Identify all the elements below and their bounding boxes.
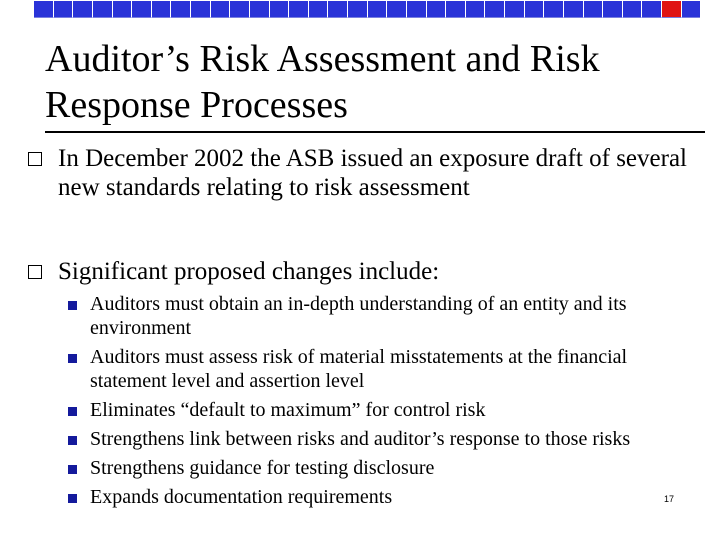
bar-square: [524, 0, 544, 18]
bar-square-accent: [661, 0, 681, 18]
bar-square: [347, 0, 367, 18]
bar-square: [92, 0, 112, 18]
bar-square: [229, 0, 249, 18]
bar-square: [583, 0, 603, 18]
sub-bullet-text: Auditors must obtain an in-depth understanding of an entity and its environment: [90, 293, 627, 339]
bar-square: [367, 0, 387, 18]
sub-bullet-list: [68, 292, 688, 514]
bar-square: [151, 0, 171, 18]
bullet-item: [28, 144, 688, 202]
hollow-square-bullet-icon: [28, 152, 42, 166]
slide-title: Auditor’s Risk Assessment and Risk Response Processes: [45, 38, 600, 126]
sub-bullet-item: [68, 292, 688, 340]
hollow-square-bullet-icon: [28, 265, 42, 279]
bar-square: [327, 0, 347, 18]
filled-square-bullet-icon: [68, 436, 77, 445]
filled-square-bullet-icon: [68, 407, 77, 416]
bar-square: [210, 0, 230, 18]
bar-square: [34, 0, 53, 18]
bar-square: [288, 0, 308, 18]
sub-bullet-item: [68, 485, 688, 509]
bar-square: [190, 0, 210, 18]
filled-square-bullet-icon: [68, 494, 77, 503]
sub-bullet-item: [68, 456, 688, 480]
bar-square: [543, 0, 563, 18]
bar-square: [112, 0, 132, 18]
bar-square: [681, 0, 701, 18]
sub-bullet-item: [68, 427, 688, 451]
filled-square-bullet-icon: [68, 465, 77, 474]
bar-square: [622, 0, 642, 18]
sub-bullet-text: Auditors must assess risk of material misstatements at the financial statement level and assertion level: [90, 346, 628, 392]
title-divider: [45, 131, 705, 133]
bullet-item: [28, 257, 688, 286]
bar-square: [602, 0, 622, 18]
bar-square: [386, 0, 406, 18]
bar-square: [426, 0, 446, 18]
bar-square: [445, 0, 465, 18]
bar-square: [269, 0, 289, 18]
bar-square: [465, 0, 485, 18]
bar-square: [249, 0, 269, 18]
sub-bullet-text: Eliminates “default to maximum” for control risk: [90, 399, 486, 421]
sub-bullet-text: Expands documentation requirements: [90, 486, 393, 508]
filled-square-bullet-icon: [68, 301, 77, 310]
filled-square-bullet-icon: [68, 354, 77, 363]
page-number: 17: [664, 494, 675, 504]
sub-bullet-text: Strengthens link between risks and auditor’s response to those risks: [90, 428, 631, 450]
sub-bullet-item: [68, 345, 688, 393]
sub-bullet-item: [68, 398, 688, 422]
bar-square: [308, 0, 328, 18]
bar-square: [484, 0, 504, 18]
bar-square: [72, 0, 92, 18]
bar-square: [131, 0, 151, 18]
bullet-text: In December 2002 the ASB issued an exposure draft of several new standards relating to risk assessment: [58, 145, 687, 201]
bar-square: [563, 0, 583, 18]
decorative-top-bar: [34, 0, 700, 18]
sub-bullet-text: Strengthens guidance for testing disclosure: [90, 457, 435, 479]
bar-square: [170, 0, 190, 18]
bar-square: [504, 0, 524, 18]
bar-square: [406, 0, 426, 18]
bullet-text: Significant proposed changes include:: [58, 258, 440, 285]
bar-square: [53, 0, 73, 18]
bar-square: [641, 0, 661, 18]
